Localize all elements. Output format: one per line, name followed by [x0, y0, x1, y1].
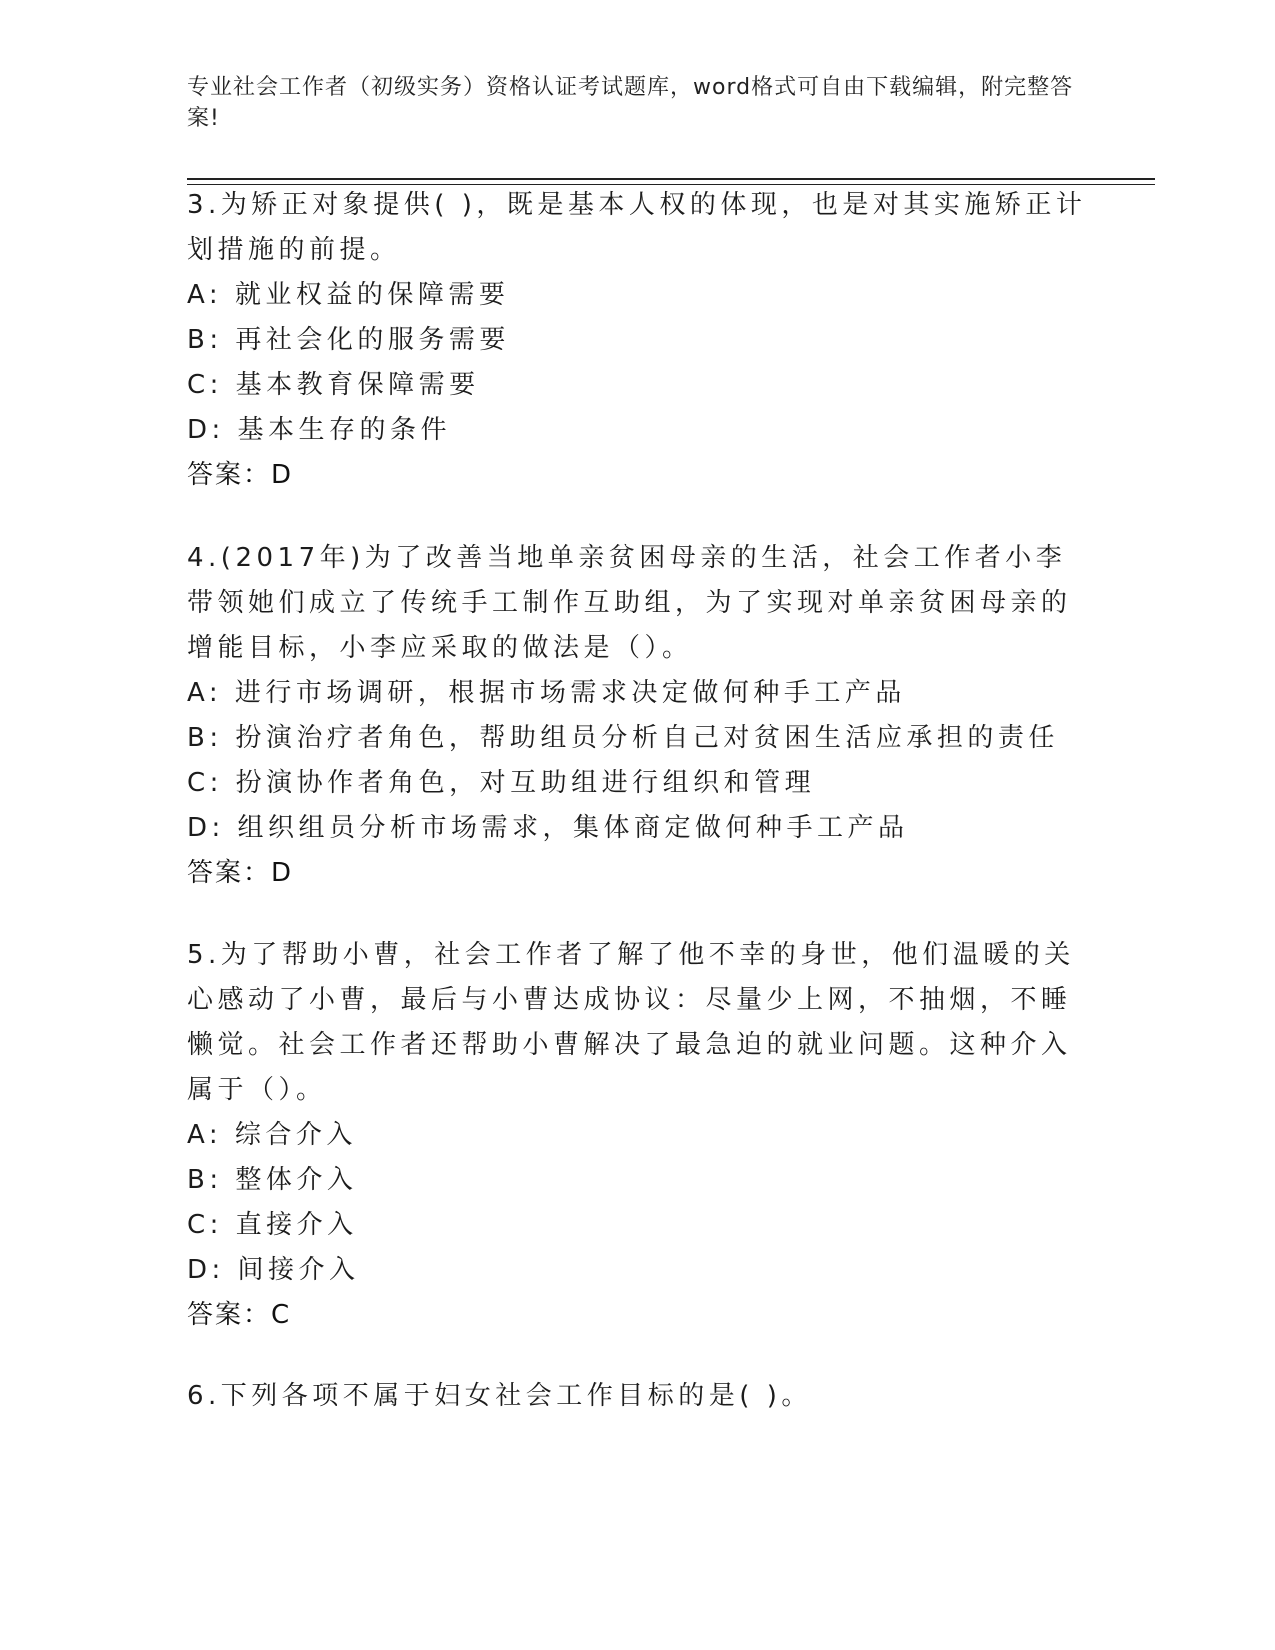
option-c: C: 基本教育保障需要 [187, 370, 480, 400]
question-text: 4.(2017年)为了改善当地单亲贫困母亲的生活，社会工作者小李带领她们成立了传统手工制作互助组，为了实现对单亲贫困母亲的增能目标，小李应采取的做法是（）。 [187, 543, 1072, 663]
question-5 [187, 933, 1087, 1338]
question-text: 6.下列各项不属于妇女社会工作目标的是( )。 [187, 1381, 812, 1411]
option-d: D: 基本生存的条件 [187, 415, 452, 445]
answer: 答案：D [187, 460, 294, 490]
question-text: 5.为了帮助小曹，社会工作者了解了他不幸的身世，他们温暖的关心感动了小曹，最后与小曹达成协议：尽量少上网，不抽烟，不睡懒觉。社会工作者还帮助小曹解决了最急迫的就业问题。这种介入属于（）。 [187, 940, 1075, 1105]
option-b: B: 整体介入 [187, 1165, 358, 1195]
option-a: A: 进行市场调研，根据市场需求决定做何种手工产品 [187, 678, 906, 708]
question-6 [187, 1374, 1087, 1419]
option-d: D: 组织组员分析市场需求，集体商定做何种手工产品 [187, 813, 909, 843]
header-divider [187, 178, 1155, 180]
document-header: 专业社会工作者（初级实务）资格认证考试题库，word格式可自由下载编辑，附完整答案! [187, 75, 1074, 131]
option-b: B: 扮演治疗者角色，帮助组员分析自己对贫困生活应承担的责任 [187, 723, 1059, 753]
question-text: 3.为矫正对象提供( )，既是基本人权的体现，也是对其实施矫正计划措施的前提。 [187, 190, 1087, 265]
option-c: C: 直接介入 [187, 1210, 358, 1240]
answer: 答案：D [187, 858, 294, 888]
option-a: A: 就业权益的保障需要 [187, 280, 510, 310]
option-a: A: 综合介入 [187, 1120, 357, 1150]
answer: 答案：C [187, 1300, 292, 1330]
question-3 [187, 183, 1087, 498]
question-4 [187, 536, 1087, 896]
option-b: B: 再社会化的服务需要 [187, 325, 510, 355]
option-c: C: 扮演协作者角色，对互助组进行组织和管理 [187, 768, 816, 798]
option-d: D: 间接介入 [187, 1255, 360, 1285]
